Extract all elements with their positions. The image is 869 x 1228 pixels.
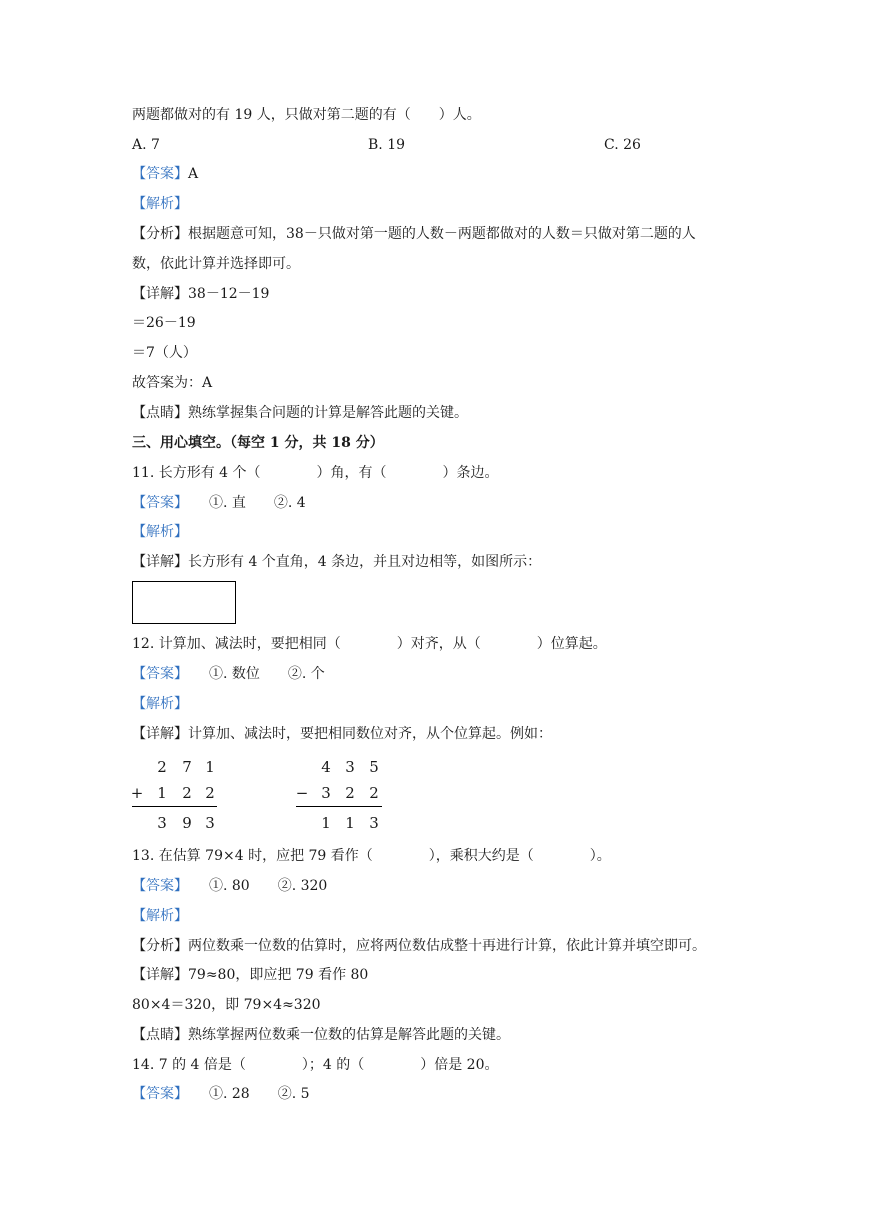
q13-detail-line-1 (132, 965, 368, 985)
q11-detail-line (132, 552, 541, 572)
sub-result-digit: 3 (369, 814, 379, 832)
q10-answer-line (132, 164, 198, 184)
detail-tag: 【详解】 (132, 726, 188, 742)
q14-answer-line (132, 1084, 310, 1104)
add-row2-digit: 1 (157, 784, 167, 802)
q13-answer-line (132, 876, 327, 896)
q14-answer: ①. 28 ②. 5 (181, 1086, 310, 1102)
sub-row1-digit: 3 (345, 758, 355, 776)
q13-comment-line (132, 1025, 510, 1045)
add-row2-digit: 2 (205, 784, 215, 802)
sub-result-digit: 1 (345, 814, 355, 832)
add-row1-digit: 1 (205, 758, 215, 776)
q11-detail: 长方形有 4 个直角，4 条边，并且对边相等，如图所示： (188, 554, 542, 570)
q12-analysis-tag: 【解析】 (132, 696, 188, 712)
sub-row2-digit: 3 (321, 784, 331, 802)
answer-tag: 【答案】 (132, 1086, 181, 1102)
answer-tag: 【答案】 (132, 878, 181, 894)
q10-conclusion: 故答案为：A (132, 375, 213, 391)
q11-stem: 11. 长方形有 4 个（ ）角，有（ ）条边。 (132, 465, 499, 481)
sub-result-line (296, 806, 382, 807)
q13-detail-line-2: 80×4＝320，即 79×4≈320 (132, 997, 321, 1013)
q10-option-a: A. 7 (132, 137, 160, 153)
q11-answer: ①. 直 ②. 4 (181, 495, 306, 511)
comment-tag: 【点睛】 (132, 405, 188, 421)
q14-stem: 14. 7 的 4 倍是（ ）；4 的（ ）倍是 20。 (132, 1057, 499, 1073)
detail-tag: 【详解】 (132, 967, 188, 983)
q13-answer: ①. 80 ②. 320 (181, 878, 328, 894)
add-result-digit: 9 (182, 814, 192, 832)
sub-row1-digit: 5 (369, 758, 379, 776)
sub-row2-digit: 2 (345, 784, 355, 802)
add-result-digit: 3 (157, 814, 167, 832)
q13-detail-text-1: 79≈80，即应把 79 看作 80 (188, 967, 369, 983)
q10-comment-line (132, 403, 468, 423)
q12-detail: 计算加、减法时，要把相同数位对齐，从个位算起。例如： (188, 726, 552, 742)
answer-tag: 【答案】 (132, 166, 188, 182)
add-row2-digit: 2 (182, 784, 192, 802)
q10-option-b: B. 19 (368, 137, 406, 153)
q10-option-c: C. 26 (604, 137, 641, 153)
q10-detail-line-1 (132, 284, 269, 304)
q11-answer-line (132, 493, 306, 513)
q13-fenxi: 两位数乘一位数的估算时，应将两位数估成整十再进行计算，依此计算并填空即可。 (188, 938, 706, 954)
answer-tag: 【答案】 (132, 495, 181, 511)
q10-stem-tail: 两题都做对的有 19 人，只做对第二题的有（ ）人。 (132, 107, 481, 123)
add-result-line (132, 806, 217, 807)
sub-row2-digit: 2 (369, 784, 379, 802)
minus-operator: − (295, 784, 309, 802)
q13-analysis-tag: 【解析】 (132, 908, 188, 924)
q10-detail-line-2: ＝26－19 (132, 315, 196, 331)
plus-operator: + (130, 784, 144, 802)
add-result-digit: 3 (205, 814, 215, 832)
detail-tag: 【详解】 (132, 286, 188, 302)
sub-result-digit: 1 (321, 814, 331, 832)
q10-comment: 熟练掌握集合问题的计算是解答此题的关键。 (188, 405, 468, 421)
fenxi-tag: 【分析】 (132, 226, 188, 242)
section-heading: 三、用心填空。（每空 1 分，共 18 分） (132, 435, 384, 451)
q12-detail-line (132, 724, 552, 744)
q10-fenxi-line-1 (132, 224, 696, 244)
comment-tag: 【点睛】 (132, 1027, 188, 1043)
q13-fenxi-line (132, 936, 706, 956)
sub-row1-digit: 4 (321, 758, 331, 776)
q12-answer: ①. 数位 ②. 个 (181, 666, 325, 682)
q10-analysis-tag: 【解析】 (132, 196, 188, 212)
q10-fenxi-text-1: 根据题意可知，38－只做对第一题的人数－两题都做对的人数＝只做对第二题的人 (188, 226, 696, 242)
q10-detail-line-3: ＝7（人） (132, 345, 197, 361)
q11-analysis-tag: 【解析】 (132, 524, 188, 540)
q13-comment: 熟练掌握两位数乘一位数的估算是解答此题的关键。 (188, 1027, 510, 1043)
q10-answer: A (188, 166, 199, 182)
answer-tag: 【答案】 (132, 666, 181, 682)
q10-fenxi-line-2: 数，依此计算并选择即可。 (132, 256, 300, 272)
add-row1-digit: 7 (182, 758, 192, 776)
q12-stem: 12. 计算加、减法时，要把相同（ ）对齐，从（ ）位算起。 (132, 636, 607, 652)
rectangle-figure (132, 581, 236, 624)
add-row1-digit: 2 (157, 758, 167, 776)
detail-tag: 【详解】 (132, 554, 188, 570)
q12-answer-line (132, 664, 325, 684)
fenxi-tag: 【分析】 (132, 938, 188, 954)
q13-stem: 13. 在估算 79×4 时，应把 79 看作（ ），乘积大约是（ ）。 (132, 848, 611, 864)
q10-detail-text-1: 38－12－19 (188, 286, 270, 302)
